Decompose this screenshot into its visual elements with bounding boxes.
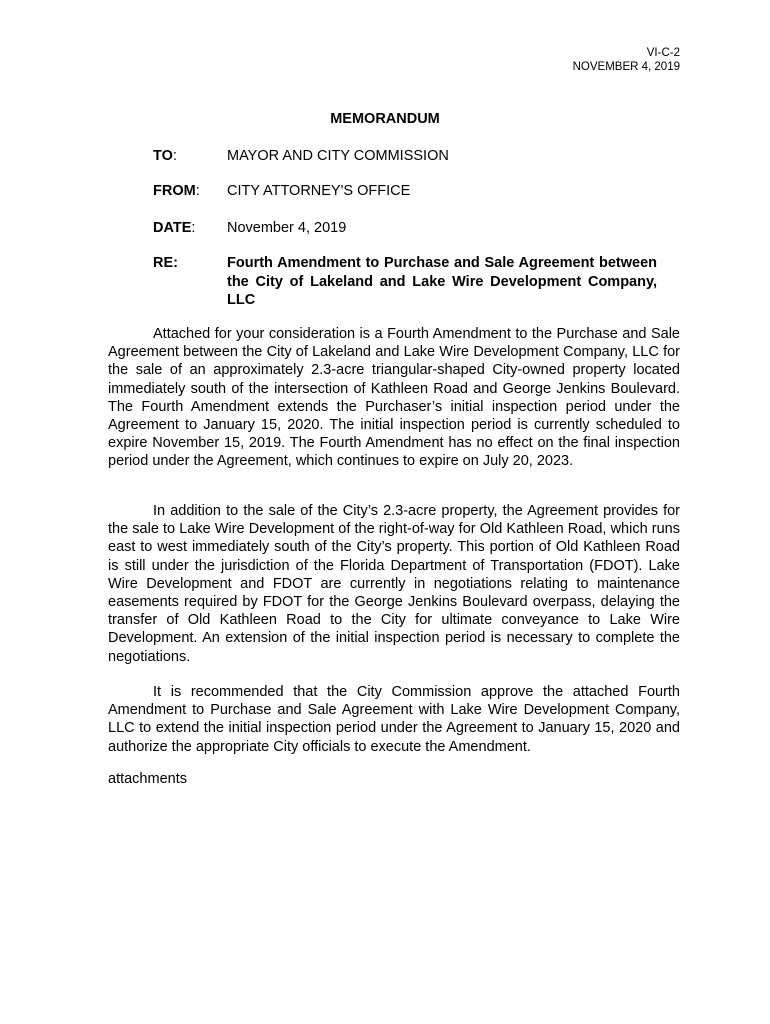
to-value: MAYOR AND CITY COMMISSION bbox=[227, 148, 449, 164]
attachments-note: attachments bbox=[108, 771, 187, 787]
to-label: TO: bbox=[153, 148, 177, 164]
memo-title: MEMORANDUM bbox=[330, 111, 440, 127]
from-label: FROM: bbox=[153, 183, 200, 199]
re-value: Fourth Amendment to Purchase and Sale Agreement between the City of Lakeland and Lake Wire Development Company, LLC bbox=[227, 255, 657, 308]
agenda-date: NOVEMBER 4, 2019 bbox=[572, 61, 680, 73]
from-value: CITY ATTORNEY'S OFFICE bbox=[227, 183, 411, 199]
agenda-item-number: VI-C-2 bbox=[646, 47, 680, 59]
date-label: DATE: bbox=[153, 220, 196, 236]
re-label: RE: bbox=[153, 255, 178, 271]
body-paragraph-2: In addition to the sale of the City’s 2.3-acre property, the Agreement provides for the sale to Lake Wire Development of the right-of-way for Old Kathleen Road, which runs east to west immediately south of the City’s property. This portion of Old Kathleen Road is still under the jurisdiction of the Florida Department of Transportation (FDOT). Lake Wire Development and FDOT are currently in negotiations relating to maintenance easements required by FDOT for the George Jenkins Boulevard overpass, delaying the transfer of Old Kathleen Road to the City for ultimate conveyance to Lake Wire Development. An extension of the initial inspection period is necessary to complete the negotiations. bbox=[108, 503, 680, 665]
body-paragraph-1: Attached for your consideration is a Fourth Amendment to the Purchase and Sale Agreement between the City of Lakeland and Lake Wire Development Company, LLC for the sale of an approximately 2.3-acre triangular-shaped City-owned property located immediately south of the intersection of Kathleen Road and George Jenkins Boulevard. The Fourth Amendment extends the Purchaser’s initial inspection period under the Agreement to January 15, 2020. The initial inspection period is currently scheduled to expire November 15, 2019. The Fourth Amendment has no effect on the final inspection period under the Agreement, which continues to expire on July 20, 2023. bbox=[108, 326, 680, 470]
document-reference bbox=[573, 46, 680, 74]
date-value: November 4, 2019 bbox=[227, 220, 347, 236]
body-paragraph-3: It is recommended that the City Commission approve the attached Fourth Amendment to Purchase and Sale Agreement with Lake Wire Development Company, LLC to extend the initial inspection period under the Agreement to January 15, 2020 and authorize the appropriate City officials to execute the Amendment. bbox=[108, 684, 680, 755]
